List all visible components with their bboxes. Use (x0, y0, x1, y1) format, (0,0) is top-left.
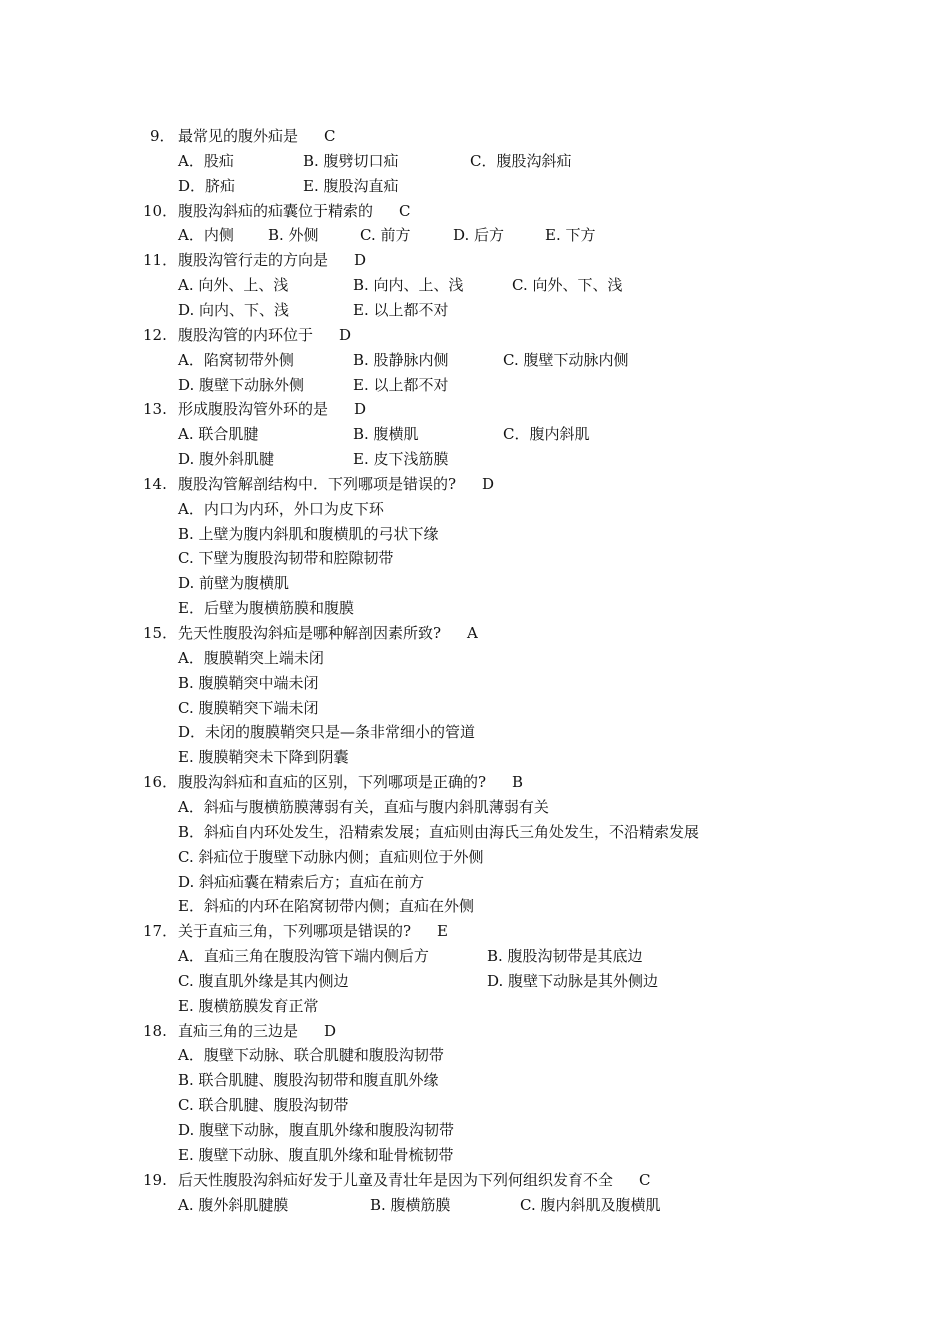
option-text: A．内口为内环，外口为皮下环 (178, 499, 384, 518)
question-number: 13. (143, 400, 167, 419)
option-line (0, 845, 950, 869)
question-text (178, 472, 494, 496)
option-line (0, 497, 950, 521)
option-text: A．陷窝韧带外侧 (178, 350, 294, 369)
question-stem: 后天性腹股沟斜疝好发于儿童及青壮年是因为下列何组织发育不全 (178, 1170, 614, 1189)
option-text: B. 腹股沟韧带是其底边 (487, 947, 643, 966)
question-text (178, 199, 411, 223)
question-stem: 先天性腹股沟斜疝是哪种解剖因素所致? (178, 624, 442, 642)
option-text: B. 联合肌腱、腹股沟韧带和腹直肌外缘 (178, 1071, 439, 1090)
option-text: E. 以上都不对 (353, 375, 449, 394)
option-text: A．直疝三角在腹股沟管下端内侧后方 (178, 947, 429, 966)
option-text: B. 腹横筋膜 (370, 1195, 451, 1214)
option-text: C. 前方 (360, 226, 411, 245)
answer-key: D (354, 251, 367, 270)
option-text: E．斜疝的内环在陷窝韧带内侧；直疝在外侧 (178, 897, 474, 916)
option-line (0, 422, 950, 446)
option-line (0, 223, 950, 247)
option-line (0, 1143, 950, 1167)
option-text: A．斜疝与腹横筋膜薄弱有关，直疝与腹内斜肌薄弱有关 (178, 797, 549, 816)
option-text: D. 腹壁下动脉是其外侧边 (487, 971, 659, 990)
option-line (0, 149, 950, 173)
option-text: C. 斜疝位于腹壁下动脉内侧；直疝则位于外侧 (178, 847, 484, 866)
option-text: C. 腹壁下动脉内侧 (503, 350, 629, 369)
option-text: B. 向内、上、浅 (353, 276, 464, 295)
option-text: E. 腹横筋膜发育正常 (178, 996, 319, 1015)
option-text: E. 腹股沟直疝 (303, 176, 399, 195)
answer-key: B (512, 773, 524, 792)
question-stem: 形成腹股沟管外环的是 (178, 400, 329, 419)
option-text: D. 斜疝疝囊在精索后方；直疝在前方 (178, 872, 425, 891)
question-number: 14. (143, 474, 167, 493)
option-text: C. 腹内斜肌及腹横肌 (520, 1195, 661, 1214)
question-number: 19. (143, 1170, 167, 1189)
answer-key: D (354, 400, 367, 419)
option-line (0, 273, 950, 297)
option-line (0, 1093, 950, 1117)
option-text: E. 腹壁下动脉、腹直肌外缘和耻骨梳韧带 (178, 1145, 454, 1164)
question-line (0, 124, 950, 148)
option-text: C. 腹膜鞘突下端未闭 (178, 698, 319, 717)
option-text: D. 向内、下、浅 (178, 300, 290, 319)
option-line (0, 720, 950, 744)
option-text: C．腹股沟斜疝 (470, 151, 572, 170)
question-text (178, 770, 523, 794)
question-stem: 直疝三角的三边是 (178, 1021, 299, 1040)
option-line (0, 546, 950, 570)
option-line (0, 944, 950, 968)
option-text: B. 外侧 (268, 226, 319, 245)
option-line (0, 696, 950, 720)
option-line (0, 820, 950, 844)
option-text: E．后壁为腹横筋膜和腹膜 (178, 599, 354, 618)
option-line (0, 795, 950, 819)
option-text: A．股疝 (178, 151, 234, 170)
question-number: 10． (143, 201, 178, 220)
question-text (178, 1168, 651, 1192)
option-text: D．脐疝 (178, 176, 236, 195)
option-text: D. 前壁为腹横肌 (178, 574, 290, 593)
option-line (0, 1068, 950, 1092)
option-text: E. 以上都不对 (353, 300, 449, 319)
question-number: 9． (150, 127, 175, 145)
option-line (0, 870, 950, 894)
option-line (0, 596, 950, 620)
option-line (0, 373, 950, 397)
option-line (0, 1118, 950, 1142)
question-stem: 关于直疝三角，下列哪项是错误的? (178, 922, 412, 941)
answer-key: D (482, 474, 495, 493)
option-text: D. 腹壁下动脉外侧 (178, 375, 305, 394)
question-stem: 腹股沟管解剖结构中．下列哪项是错误的? (178, 474, 457, 493)
option-text: D. 后方 (453, 226, 505, 245)
option-text: E. 下方 (545, 226, 596, 245)
option-text: E. 皮下浅筋膜 (353, 450, 449, 469)
question-text (178, 124, 336, 148)
option-text: A. 联合肌腱 (178, 425, 259, 444)
question-line (0, 397, 950, 421)
answer-key: E (437, 922, 448, 941)
answer-key: D (324, 1021, 337, 1040)
option-text: D. 腹壁下动脉，腹直肌外缘和腹股沟韧带 (178, 1121, 455, 1139)
answer-key: D (339, 325, 352, 344)
question-text (178, 919, 448, 943)
option-text: A．腹壁下动脉、联合肌腱和腹股沟韧带 (178, 1046, 444, 1065)
question-line (0, 621, 950, 645)
question-number: 12. (143, 325, 167, 344)
question-stem: 腹股沟斜疝的疝囊位于精索的 (178, 201, 374, 220)
question-line (0, 1019, 950, 1043)
question-number: 15． (143, 624, 178, 642)
question-stem: 腹股沟斜疝和直疝的区别，下列哪项是正确的? (178, 773, 487, 792)
option-text: B. 腹横肌 (353, 425, 419, 444)
option-text: C. 联合肌腱、腹股沟韧带 (178, 1096, 349, 1115)
option-text: C. 向外、下、浅 (512, 276, 623, 295)
answer-key: C (399, 201, 411, 220)
question-stem: 最常见的腹外疝是 (178, 127, 299, 145)
question-line (0, 199, 950, 223)
option-text: A. 腹外斜肌腱膜 (178, 1195, 289, 1214)
option-text: B．斜疝自内环处发生，沿精索发展；直疝则由海氏三角处发生，不沿精索发展 (178, 822, 700, 841)
option-text: A. 向外、上、浅 (178, 276, 289, 295)
option-line (0, 1043, 950, 1067)
question-number: 16． (143, 773, 178, 792)
option-text: B. 上壁为腹内斜肌和腹横肌的弓状下缘 (178, 524, 439, 543)
question-line (0, 323, 950, 347)
option-line (0, 994, 950, 1018)
question-text (178, 248, 366, 272)
question-stem: 腹股沟管行走的方向是 (178, 251, 329, 270)
option-text: A．内侧 (178, 226, 234, 245)
option-text: E. 腹膜鞘突未下降到阴囊 (178, 748, 349, 767)
question-stem: 腹股沟管的内环位于 (178, 325, 314, 344)
option-line (0, 571, 950, 595)
option-text: B. 腹劈切口疝 (303, 151, 399, 170)
question-text (178, 397, 366, 421)
option-text: A．腹膜鞘突上端未闭 (178, 648, 324, 667)
option-text: C．腹内斜肌 (503, 425, 590, 444)
question-line (0, 1168, 950, 1192)
question-number: 11． (143, 251, 178, 270)
question-text (178, 1019, 336, 1043)
option-line (0, 298, 950, 322)
option-line (0, 348, 950, 372)
question-line (0, 770, 950, 794)
option-line (0, 522, 950, 546)
answer-key: C (324, 127, 336, 145)
option-line (0, 646, 950, 670)
answer-key: C (639, 1170, 651, 1189)
option-line (0, 671, 950, 695)
question-number: 18. (143, 1021, 167, 1040)
answer-key: A (467, 624, 478, 642)
option-text: D．未闭的腹膜鞘突只是—条非常细小的管道 (178, 723, 476, 742)
question-text (178, 621, 478, 645)
option-line (0, 894, 950, 918)
option-line (0, 745, 950, 769)
question-number: 17． (143, 922, 178, 941)
option-text: B. 股静脉内侧 (353, 350, 449, 369)
option-line (0, 1193, 950, 1217)
option-line (0, 447, 950, 471)
option-text: B. 腹膜鞘突中端未闭 (178, 673, 319, 692)
option-text: C. 下壁为腹股沟韧带和腔隙韧带 (178, 549, 394, 568)
option-text: D. 腹外斜肌腱 (178, 450, 275, 469)
option-line (0, 174, 950, 198)
question-line (0, 919, 950, 943)
option-text: C. 腹直肌外缘是其内侧边 (178, 971, 349, 990)
question-line (0, 472, 950, 496)
option-line (0, 969, 950, 993)
question-line (0, 248, 950, 272)
question-text (178, 323, 351, 347)
